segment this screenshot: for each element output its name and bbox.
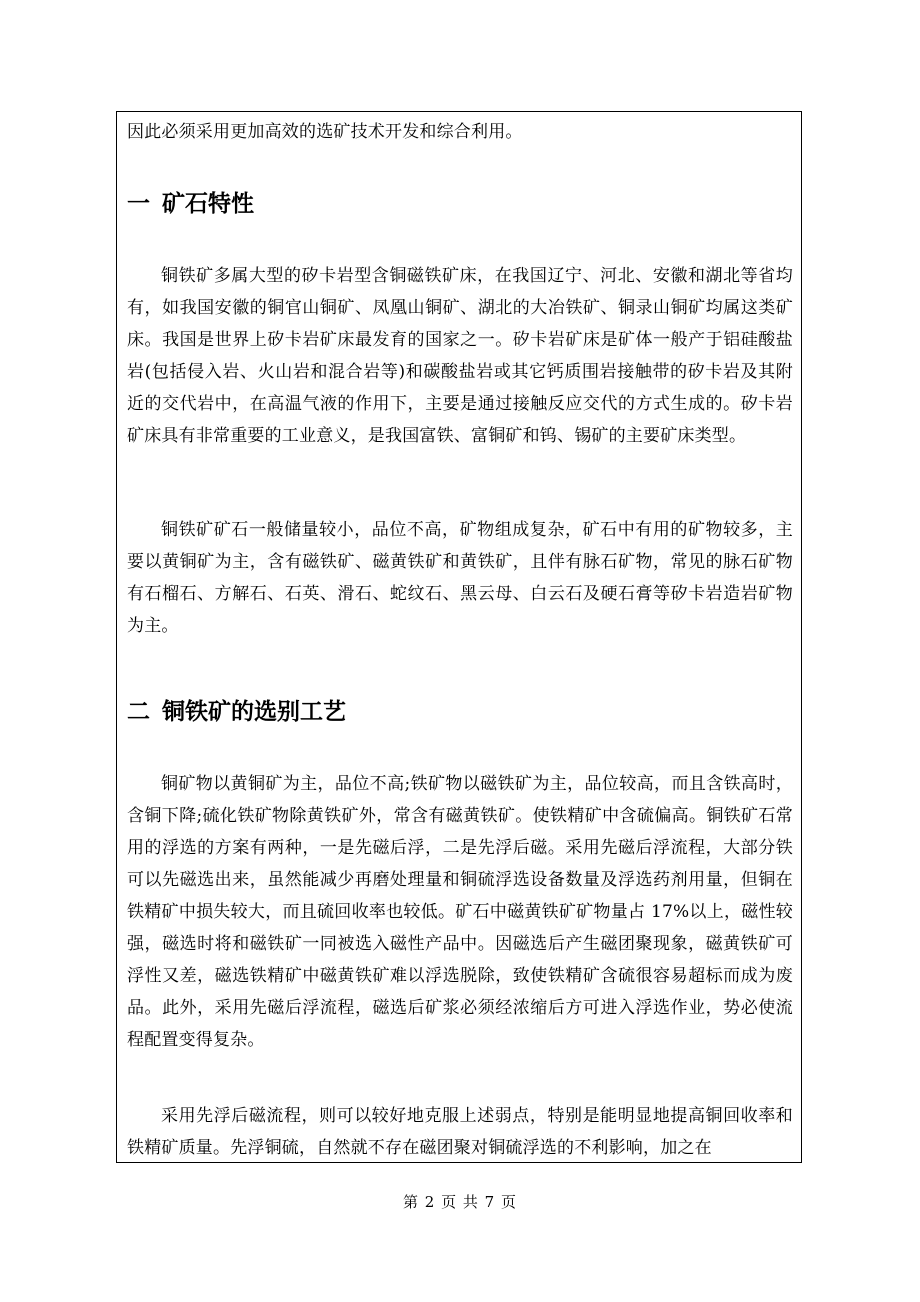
section-title: 铜铁矿的选别工艺 bbox=[162, 699, 346, 725]
section-title: 矿石特性 bbox=[162, 191, 254, 217]
section-heading-ore-characteristics bbox=[127, 188, 793, 220]
section-number: 一 bbox=[127, 191, 150, 217]
body-paragraph: 铜铁矿多属大型的矽卡岩型含铜磁铁矿床，在我国辽宁、河北、安徽和湖北等省均有，如我国安徽的铜官山铜矿、凤凰山铜矿、湖北的大冶铁矿、铜录山铜矿均属这类矿床。我国是世界上矽卡岩矿床最发育的国家之一。矽卡岩矿床是矿体一般产于铝硅酸盐岩(包括侵入岩、火山岩和混合岩等)和碳酸盐岩或其它钙质围岩接触带的矽卡岩及其附近的交代岩中，在高温气液的作用下，主要是通过接触反应交代的方式生成的。矽卡岩矿床具有非常重要的工业意义，是我国富铁、富铜矿和钨、锡矿的主要矿床类型。 bbox=[127, 266, 793, 446]
section-heading-separation-process bbox=[127, 696, 793, 728]
continuation-paragraph: 因此必须采用更加高效的选矿技术开发和综合利用。 bbox=[127, 122, 523, 142]
page-frame bbox=[116, 111, 802, 1163]
section-number: 二 bbox=[127, 699, 150, 725]
body-paragraph: 铜矿物以黄铜矿为主，品位不高;铁矿物以磁铁矿为主，品位较高，而且含铁高时，含铜下降;硫化铁矿物除黄铁矿外，常含有磁黄铁矿。使铁精矿中含硫偏高。铜铁矿石常用的浮选的方案有两种，一是先磁后浮，二是先浮后磁。采用先磁后浮流程，大部分铁可以先磁选出来，虽然能减少再磨处理量和铜硫浮选设备数量及浮选药剂用量，但铜在铁精矿中损失较大，而且硫回收率也较低。矿石中磁黄铁矿矿物量占 17%以上，磁性较强，磁选时将和磁铁矿一同被选入磁性产品中。因磁选后产生磁团聚现象，磁黄铁矿可浮性又差，磁选铁精矿中磁黄铁矿难以浮选脱除，致使铁精矿含硫很容易超标而成为废品。此外，采用先磁后浮流程，磁选后矿浆必须经浓缩后方可进入浮选作业，势必使流程配置变得复杂。 bbox=[127, 774, 793, 1050]
page-number-footer: 第 2 页 共 7 页 bbox=[403, 1193, 517, 1211]
body-paragraph: 铜铁矿矿石一般储量较小，品位不高，矿物组成复杂，矿石中有用的矿物较多，主要以黄铜矿为主，含有磁铁矿、磁黄铁矿和黄铁矿，且伴有脉石矿物，常见的脉石矿物有石榴石、方解石、石英、滑石、蛇纹石、黑云母、白云石及硬石膏等矽卡岩造岩矿物为主。 bbox=[127, 520, 793, 636]
body-paragraph: 采用先浮后磁流程，则可以较好地克服上述弱点，特别是能明显地提高铜回收率和铁精矿质量。先浮铜硫，自然就不存在磁团聚对铜硫浮选的不利影响，加之在 bbox=[127, 1106, 793, 1158]
